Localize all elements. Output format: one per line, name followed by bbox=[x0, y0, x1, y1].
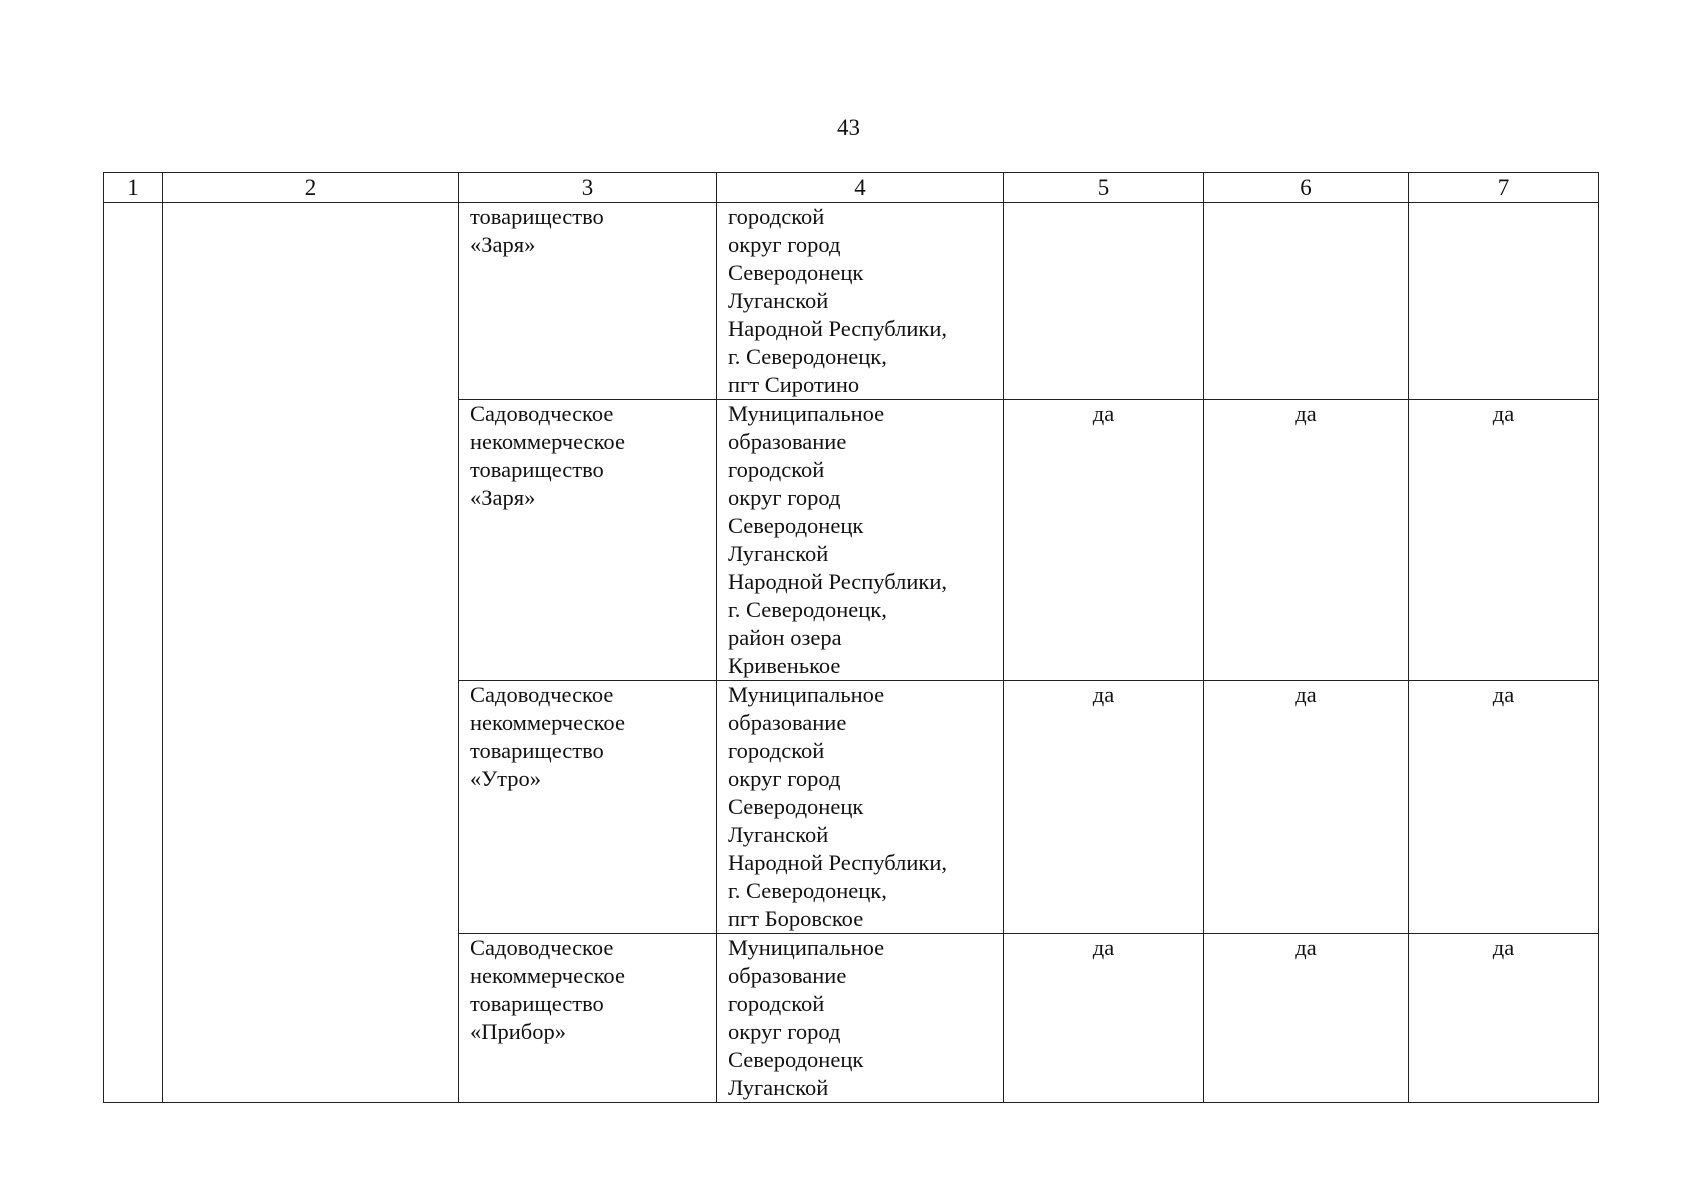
cell-line: некоммерческое bbox=[470, 429, 625, 454]
column-6-value: да bbox=[1204, 934, 1409, 1103]
column-header-4: 4 bbox=[717, 173, 1004, 203]
cell-line: округ город bbox=[728, 485, 841, 510]
column-1-cell bbox=[104, 203, 163, 1103]
cell-line: товарищество bbox=[470, 204, 604, 229]
cell-line: пгт Сиротино bbox=[728, 372, 860, 397]
cell-line: Муниципальное bbox=[728, 682, 885, 707]
cell-line: Народной Республики, bbox=[728, 316, 947, 341]
column-5-value: да bbox=[1004, 400, 1204, 681]
cell-line: Северодонецк bbox=[728, 260, 864, 285]
cell-line: Луганской bbox=[728, 288, 829, 313]
cell-line: Муниципальное bbox=[728, 401, 885, 426]
column-5-value: да bbox=[1004, 934, 1204, 1103]
column-header-6: 6 bbox=[1204, 173, 1409, 203]
organization-name-cell bbox=[459, 934, 717, 1103]
page-number: 43 bbox=[837, 115, 860, 140]
column-header-1: 1 bbox=[104, 173, 163, 203]
cell-line: товарищество bbox=[470, 457, 604, 482]
column-7-value: да bbox=[1409, 934, 1599, 1103]
cell-line: г. Северодонецк, bbox=[728, 344, 887, 369]
cell-line: Северодонецк bbox=[728, 513, 864, 538]
cell-line: Кривенькое bbox=[728, 653, 841, 678]
column-5-value: да bbox=[1004, 681, 1204, 934]
cell-line: Садоводческое bbox=[470, 935, 614, 960]
cell-line: округ город bbox=[728, 232, 841, 257]
column-7-value: да bbox=[1409, 400, 1599, 681]
document-table bbox=[103, 172, 1599, 1103]
table-header-row bbox=[104, 173, 1599, 203]
cell-line: «Утро» bbox=[470, 766, 542, 791]
column-header-7: 7 bbox=[1409, 173, 1599, 203]
cell-line: «Прибор» bbox=[470, 1019, 566, 1044]
cell-line: Луганской bbox=[728, 541, 829, 566]
column-2-cell bbox=[163, 203, 459, 1103]
column-header-5: 5 bbox=[1004, 173, 1204, 203]
table-row bbox=[104, 203, 1599, 400]
organization-name-cell bbox=[459, 203, 717, 400]
location-cell bbox=[717, 203, 1004, 400]
cell-line: округ город bbox=[728, 1019, 841, 1044]
location-cell bbox=[717, 400, 1004, 681]
cell-line: некоммерческое bbox=[470, 710, 625, 735]
column-7-value: да bbox=[1409, 681, 1599, 934]
column-6-value: да bbox=[1204, 400, 1409, 681]
cell-line: некоммерческое bbox=[470, 963, 625, 988]
cell-line: «Заря» bbox=[470, 232, 536, 257]
cell-line: городской bbox=[728, 738, 825, 763]
cell-line: Садоводческое bbox=[470, 401, 614, 426]
location-cell bbox=[717, 681, 1004, 934]
column-5-value bbox=[1004, 203, 1204, 400]
cell-line: товарищество bbox=[470, 991, 604, 1016]
cell-line: городской bbox=[728, 991, 825, 1016]
organization-name-cell bbox=[459, 400, 717, 681]
organization-name-cell bbox=[459, 681, 717, 934]
column-header-2: 2 bbox=[163, 173, 459, 203]
cell-line: Народной Республики, bbox=[728, 569, 947, 594]
cell-line: пгт Боровское bbox=[728, 906, 864, 931]
cell-line: городской bbox=[728, 457, 825, 482]
cell-line: Луганской bbox=[728, 822, 829, 847]
cell-line: образование bbox=[728, 963, 847, 988]
cell-line: «Заря» bbox=[470, 485, 536, 510]
cell-line: район озера bbox=[728, 625, 842, 650]
cell-line: г. Северодонецк, bbox=[728, 597, 887, 622]
cell-line: Муниципальное bbox=[728, 935, 885, 960]
cell-line: образование bbox=[728, 429, 847, 454]
location-cell bbox=[717, 934, 1004, 1103]
column-6-value bbox=[1204, 203, 1409, 400]
column-6-value: да bbox=[1204, 681, 1409, 934]
cell-line: товарищество bbox=[470, 738, 604, 763]
column-7-value bbox=[1409, 203, 1599, 400]
cell-line: городской bbox=[728, 204, 825, 229]
cell-line: Садоводческое bbox=[470, 682, 614, 707]
cell-line: Народной Республики, bbox=[728, 850, 947, 875]
cell-line: Северодонецк bbox=[728, 794, 864, 819]
cell-line: Северодонецк bbox=[728, 1047, 864, 1072]
cell-line: Луганской bbox=[728, 1075, 829, 1100]
cell-line: г. Северодонецк, bbox=[728, 878, 887, 903]
cell-line: образование bbox=[728, 710, 847, 735]
cell-line: округ город bbox=[728, 766, 841, 791]
column-header-3: 3 bbox=[459, 173, 717, 203]
